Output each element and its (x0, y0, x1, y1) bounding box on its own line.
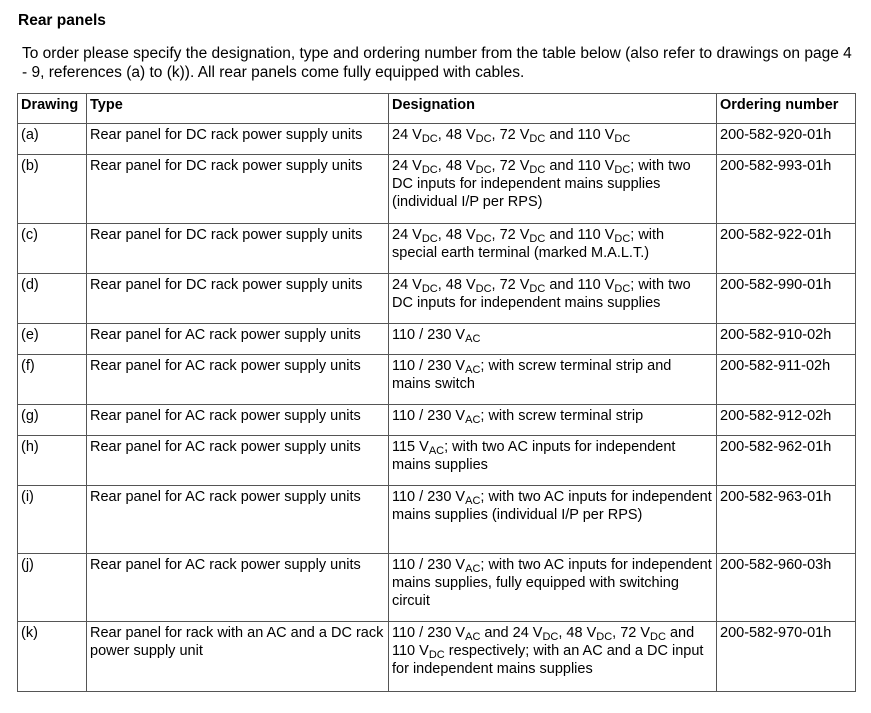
cell-ordering-number: 200-582-962-01h (717, 436, 856, 486)
cell-ordering-number: 200-582-911-02h (717, 355, 856, 405)
cell-drawing: (c) (18, 224, 87, 274)
rear-panels-table (17, 93, 856, 692)
cell-drawing: (a) (18, 124, 87, 155)
cell-ordering-number: 200-582-993-01h (717, 155, 856, 224)
cell-designation: 110 / 230 $V_{AC}$; with two AC inputs for independent mains supplies, fully equipped with switching circuit (389, 554, 717, 622)
cell-ordering-number: 200-582-960-03h (717, 554, 856, 622)
header-ordering-number: Ordering number (717, 94, 856, 124)
cell-type: Rear panel for AC rack power supply units (87, 405, 389, 436)
table-body (18, 124, 856, 692)
table-row (18, 405, 856, 436)
page-title: Rear panels (18, 12, 106, 29)
table-row (18, 274, 856, 324)
table-row (18, 155, 856, 224)
table-row (18, 324, 856, 355)
cell-drawing: (f) (18, 355, 87, 405)
cell-designation: 24 $V_{DC}$, 48 $V_{DC}$, 72 $V_{DC}$ and 110 $V_{DC}$ (389, 124, 717, 155)
cell-designation: 24 $V_{DC}$, 48 $V_{DC}$, 72 $V_{DC}$ and 110 $V_{DC}$; with two DC inputs for independent mains supplies (389, 274, 717, 324)
header-drawing: Drawing (18, 94, 87, 124)
cell-ordering-number: 200-582-912-02h (717, 405, 856, 436)
cell-drawing: (i) (18, 486, 87, 554)
cell-drawing: (d) (18, 274, 87, 324)
table-row (18, 124, 856, 155)
cell-designation: 110 / 230 $V_{AC}$; with two AC inputs for independent mains supplies (individual I/P per RPS) (389, 486, 717, 554)
cell-type: Rear panel for AC rack power supply units (87, 486, 389, 554)
cell-type: Rear panel for AC rack power supply units (87, 355, 389, 405)
cell-designation: 110 / 230 $V_{AC}$; with screw terminal strip and mains switch (389, 355, 717, 405)
cell-ordering-number: 200-582-922-01h (717, 224, 856, 274)
cell-designation: 110 / 230 $V_{AC}$ (389, 324, 717, 355)
cell-ordering-number: 200-582-990-01h (717, 274, 856, 324)
table-row (18, 554, 856, 622)
cell-ordering-number: 200-582-970-01h (717, 622, 856, 692)
cell-type: Rear panel for rack with an AC and a DC rack power supply unit (87, 622, 389, 692)
cell-type: Rear panel for AC rack power supply units (87, 324, 389, 355)
header-designation: Designation (389, 94, 717, 124)
cell-drawing: (j) (18, 554, 87, 622)
cell-designation: 115 $V_{AC}$; with two AC inputs for independent mains supplies (389, 436, 717, 486)
intro-paragraph: To order please specify the designation, type and ordering number from the table below (also refer to drawings on page 4 - 9, references (a) to (k)). All rear panels come fully equipped with cables. (22, 45, 852, 81)
cell-type: Rear panel for AC rack power supply units (87, 554, 389, 622)
cell-ordering-number: 200-582-910-02h (717, 324, 856, 355)
cell-type: Rear panel for DC rack power supply units (87, 124, 389, 155)
table-header-row (18, 94, 856, 124)
cell-type: Rear panel for DC rack power supply units (87, 224, 389, 274)
header-type: Type (87, 94, 389, 124)
table-row (18, 355, 856, 405)
cell-type: Rear panel for DC rack power supply units (87, 274, 389, 324)
cell-drawing: (g) (18, 405, 87, 436)
table-row (18, 622, 856, 692)
cell-designation: 110 / 230 $V_{AC}$; with screw terminal strip (389, 405, 717, 436)
table-row (18, 224, 856, 274)
cell-drawing: (h) (18, 436, 87, 486)
cell-drawing: (b) (18, 155, 87, 224)
table-row (18, 486, 856, 554)
cell-type: Rear panel for DC rack power supply units (87, 155, 389, 224)
cell-ordering-number: 200-582-920-01h (717, 124, 856, 155)
cell-designation: 24 $V_{DC}$, 48 $V_{DC}$, 72 $V_{DC}$ and 110 $V_{DC}$; with two DC inputs for independent mains supplies (individual I/P per RPS) (389, 155, 717, 224)
cell-drawing: (k) (18, 622, 87, 692)
table-row (18, 436, 856, 486)
cell-type: Rear panel for AC rack power supply units (87, 436, 389, 486)
cell-designation: 110 / 230 $V_{AC}$ and 24 $V_{DC}$, 48 $V_{DC}$, 72 $V_{DC}$ and 110 $V_{DC}$ respectively; with an AC and a DC input for independent mains supplies (389, 622, 717, 692)
cell-drawing: (e) (18, 324, 87, 355)
cell-designation: 24 $V_{DC}$, 48 $V_{DC}$, 72 $V_{DC}$ and 110 $V_{DC}$; with special earth terminal (marked M.A.L.T.) (389, 224, 717, 274)
cell-ordering-number: 200-582-963-01h (717, 486, 856, 554)
